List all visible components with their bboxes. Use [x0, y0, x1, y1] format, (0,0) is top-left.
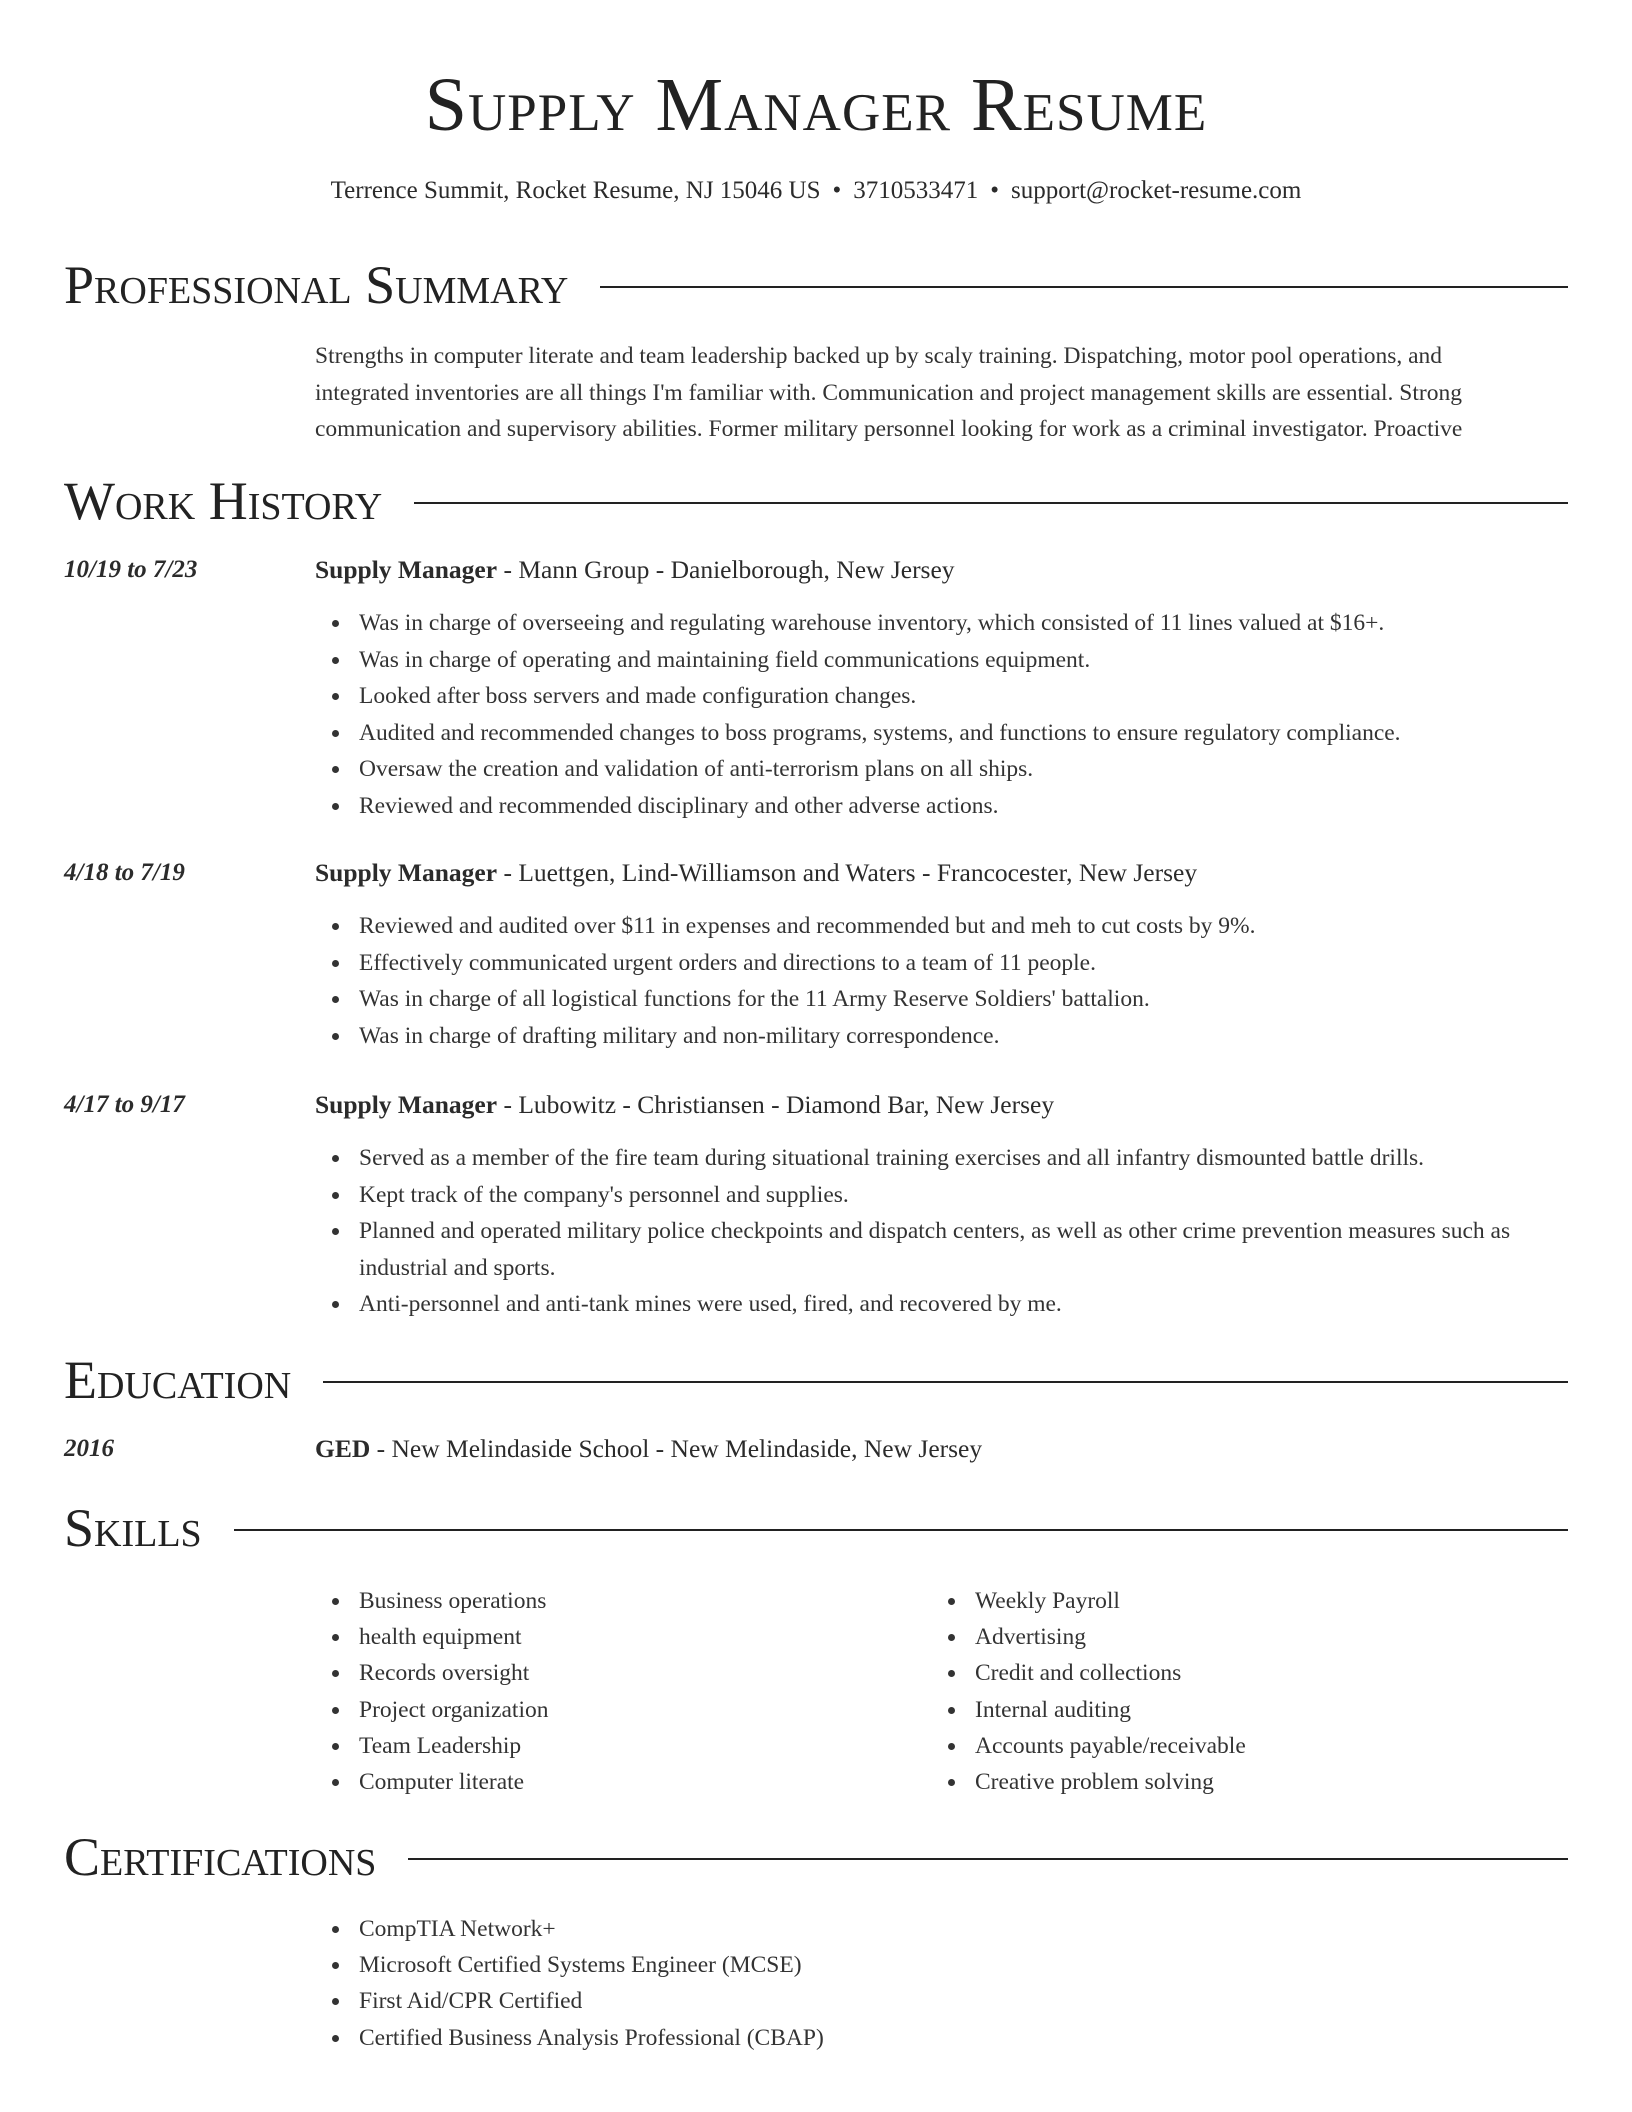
section-header-work — [64, 466, 1568, 536]
section-divider — [414, 502, 1568, 504]
job-details: - Luettgen, Lind-Williamson and Waters - Francocester, New Jersey — [497, 858, 1198, 887]
job-bullet: Anti-personnel and anti-tank mines were used, fired, and recovered by me. — [359, 1286, 1568, 1323]
section-header-skills — [64, 1493, 1568, 1563]
skill-item: Team Leadership — [359, 1728, 548, 1764]
section-title-certifications: Certifications — [64, 1827, 377, 1887]
skill-item: Internal auditing — [975, 1692, 1246, 1728]
section-divider — [234, 1529, 1568, 1531]
section-divider — [600, 286, 1568, 288]
section-title-summary: Professional Summary — [64, 255, 569, 315]
contact-address: Terrence Summit, Rocket Resume, NJ 15046 US — [330, 177, 821, 204]
job-role — [315, 856, 1197, 890]
job-date: 10/19 to 7/23 — [64, 556, 198, 583]
summary-text — [315, 338, 1575, 448]
job-details: - Lubowitz - Christiansen - Diamond Bar, New Jersey — [497, 1090, 1055, 1119]
section-header-education — [64, 1345, 1568, 1415]
skill-item: health equipment — [359, 1619, 548, 1655]
job-bullet: Was in charge of all logistical functions for the 11 Army Reserve Soldiers' battalion. — [359, 981, 1568, 1018]
job-title: Supply Manager — [315, 1090, 498, 1119]
job-bullet: Was in charge of operating and maintaining field communications equipment. — [359, 642, 1568, 679]
skill-item: Advertising — [975, 1619, 1246, 1655]
contact-email[interactable]: support@rocket-resume.com — [1011, 177, 1302, 204]
education-details: - New Melindaside School - New Melindaside, New Jersey — [370, 1434, 983, 1463]
job-bullet: Effectively communicated urgent orders and directions to a team of 11 people. — [359, 945, 1568, 982]
summary-line: communication and supervisory abilities. Former military personnel looking for work as a criminal investigator. Proactive — [315, 416, 1463, 442]
summary-line: Strengths in computer literate and team leadership backed up by scaly training. Dispatching, motor pool operations, and — [315, 343, 1443, 369]
contact-phone: 3710533471 — [853, 177, 979, 204]
resume-title: Supply Manager Resume — [424, 63, 1208, 147]
job-bullets — [315, 605, 1568, 824]
job-title: Supply Manager — [315, 858, 498, 887]
skill-item: Project organization — [359, 1692, 548, 1728]
job-bullet: Kept track of the company's personnel and supplies. — [359, 1177, 1568, 1214]
job-bullet: Was in charge of drafting military and non-military correspondence. — [359, 1018, 1568, 1055]
section-title-skills: Skills — [64, 1498, 202, 1558]
skill-item: Records oversight — [359, 1655, 548, 1691]
job-bullet: Oversaw the creation and validation of anti-terrorism plans on all ships. — [359, 751, 1568, 788]
certifications-list — [315, 1911, 824, 2056]
skills-list-left — [315, 1583, 548, 1800]
job-bullet: Reviewed and recommended disciplinary and other adverse actions. — [359, 788, 1568, 825]
section-title-work: Work History — [64, 471, 383, 531]
job-bullet: Looked after boss servers and made configuration changes. — [359, 678, 1568, 715]
job-bullet: Was in charge of overseeing and regulating warehouse inventory, which consisted of 11 lines valued at $16+. — [359, 605, 1568, 642]
skill-item: Business operations — [359, 1583, 548, 1619]
education-degree: GED — [315, 1434, 371, 1463]
section-header-certifications — [64, 1822, 1568, 1892]
job-bullet: Served as a member of the fire team during situational training exercises and all infantry dismounted battle drills. — [359, 1140, 1568, 1177]
certification-item: Microsoft Certified Systems Engineer (MCSE) — [359, 1947, 824, 1983]
job-role — [315, 1088, 1054, 1122]
education-date: 2016 — [64, 1435, 114, 1462]
skill-item: Creative problem solving — [975, 1764, 1246, 1800]
job-details: - Mann Group - Danielborough, New Jersey — [497, 555, 955, 584]
job-bullet: Reviewed and audited over $11 in expenses and recommended but and meh to cut costs by 9%. — [359, 908, 1568, 945]
job-date: 4/18 to 7/19 — [64, 859, 185, 886]
summary-line: integrated inventories are all things I'm familiar with. Communication and project management skills are essential. Strong — [315, 379, 1462, 406]
contact-separator: • — [832, 177, 842, 204]
education-role — [315, 1432, 982, 1466]
certification-item: First Aid/CPR Certified — [359, 1983, 824, 2019]
job-bullets — [315, 908, 1568, 1054]
skill-item: Weekly Payroll — [975, 1583, 1246, 1619]
skills-list-right — [931, 1583, 1246, 1800]
job-role — [315, 553, 955, 587]
job-date: 4/17 to 9/17 — [64, 1091, 185, 1118]
job-title: Supply Manager — [315, 555, 498, 584]
certification-item: CompTIA Network+ — [359, 1911, 824, 1947]
skill-item: Credit and collections — [975, 1655, 1246, 1691]
contact-separator: • — [990, 177, 1000, 204]
contact-line — [0, 175, 1632, 207]
job-bullet: Planned and operated military police checkpoints and dispatch centers, as well as other crime prevention measures such as industrial and sports. — [359, 1213, 1568, 1286]
section-divider — [323, 1381, 1568, 1383]
section-title-education: Education — [64, 1350, 292, 1410]
certification-item: Certified Business Analysis Professional (CBAP) — [359, 2020, 824, 2056]
skill-item: Computer literate — [359, 1764, 548, 1800]
section-divider — [408, 1858, 1568, 1860]
job-bullet: Audited and recommended changes to boss programs, systems, and functions to ensure regulatory compliance. — [359, 715, 1568, 752]
section-header-summary — [64, 250, 1568, 320]
skill-item: Accounts payable/receivable — [975, 1728, 1246, 1764]
job-bullets — [315, 1140, 1568, 1323]
